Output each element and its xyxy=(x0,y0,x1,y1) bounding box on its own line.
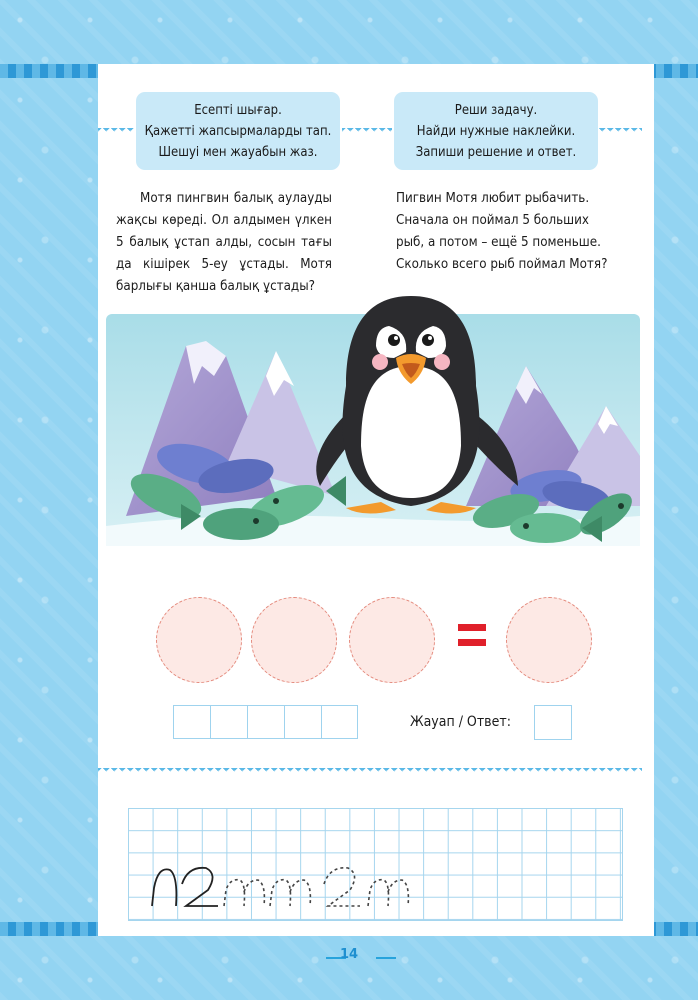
solution-cells[interactable] xyxy=(173,705,358,739)
sticker-circle-2[interactable] xyxy=(251,597,337,683)
sticker-circle-3[interactable] xyxy=(349,597,435,683)
zigzag-divider xyxy=(98,768,642,774)
solution-cell[interactable] xyxy=(173,705,210,739)
zigzag-divider xyxy=(594,128,642,134)
zigzag-divider xyxy=(98,128,134,134)
equals-sign xyxy=(458,624,486,648)
task-line: Реши задачу. xyxy=(454,102,538,118)
task-box-kazakh xyxy=(136,92,340,170)
workbook-page xyxy=(98,64,654,936)
problem-text-russian: Пигвин Мотя любит рыбачить. Сначала он поймал 5 больших рыб, а потом – ещё 5 поменьше. Сколько всего рыб поймал Мотя? xyxy=(396,191,608,272)
zigzag-divider xyxy=(342,128,392,134)
solution-cell[interactable] xyxy=(210,705,247,739)
task-line: Найди нужные наклейки. xyxy=(416,123,576,139)
problem-text-kazakh: Мотя пингвин балық аулауды жақсы көреді. Ол алдымен үлкен 5 балық ұстап алды, сосын тағы да кішірек 5-еу ұстады. Мотя барлығы қанша балық ұстады? xyxy=(116,191,332,294)
handwriting-grid[interactable] xyxy=(128,808,623,921)
task-line: Запиши решение и ответ. xyxy=(415,144,577,160)
page-number: 14 xyxy=(339,947,359,962)
task-line: Шешуі мен жауабын жаз. xyxy=(158,144,318,160)
penguin-scene xyxy=(106,296,640,576)
solution-cell[interactable] xyxy=(284,705,321,739)
handwriting-sample xyxy=(128,808,622,920)
solution-cell[interactable] xyxy=(247,705,284,739)
task-line: Қажетті жапсырмаларды тап. xyxy=(144,123,332,139)
solution-cell[interactable] xyxy=(321,705,358,739)
sticker-circle-1[interactable] xyxy=(156,597,242,683)
answer-label: Жауап / Ответ: xyxy=(410,714,511,730)
answer-box[interactable] xyxy=(534,705,572,740)
sticker-circle-result[interactable] xyxy=(506,597,592,683)
task-box-russian xyxy=(394,92,598,170)
task-line: Есепті шығар. xyxy=(194,102,282,118)
